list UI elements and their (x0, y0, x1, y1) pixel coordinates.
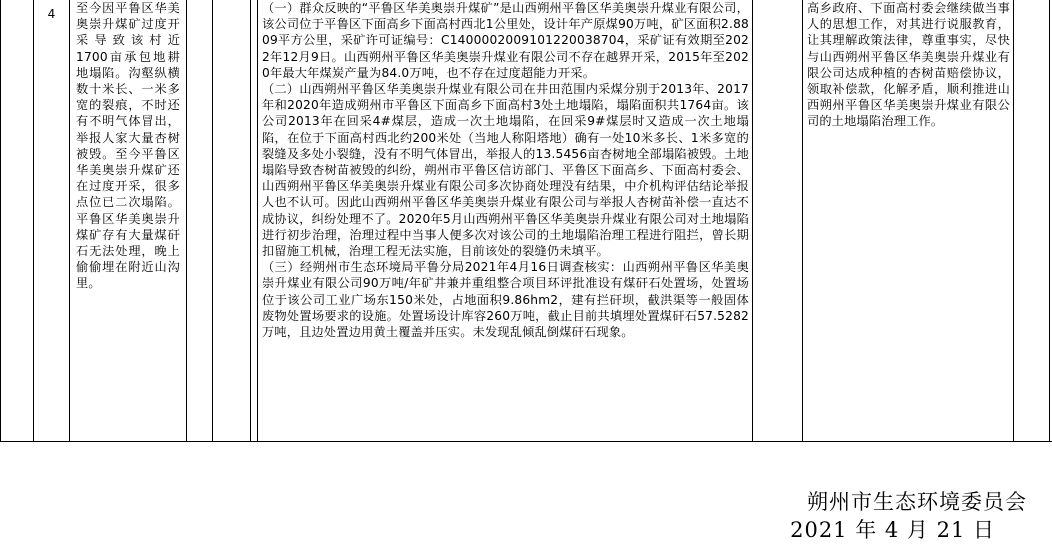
finding-paragraph-3: （三）经朔州市生态环境局平鲁分局2021年4月16日调查核实：山西朔州平鲁区华美奥崇升煤业有限公司90万吨/年矿井兼并重组整合项目环评批准设有煤矸石处置场，处置场位于该公司工业广场东150米处，占地面积9.86hm2，建有拦矸坝，截洪渠等一般固体废物处置场要求的设施。处置场设计库容260万吨，截止目前共填埋处置煤矸石57.5282万吨，且边处置边用黄土覆盖并压实。未发现乱倾乱倒煤矸石现象。 (262, 260, 749, 340)
blank-cell (1, 0, 34, 441)
findings-cell (258, 0, 753, 441)
blank-cell (187, 0, 213, 441)
finding-paragraph-1: （一）群众反映的“平鲁区华美奥崇升煤矿”是山西朔州平鲁区华美奥崇升煤业有限公司，该公司位于平鲁区下面高乡下面高村西北1公里处，设计年产原煤90万吨，矿区面积2.8809平方公里，采矿许可证编号：C1400002009101220038704，采矿证有效期至2022年12月9日。山西朔州平鲁区华美奥崇升煤业有限公司不存在越界开采，2015年至2020年最大年煤炭产量为84.0万吨，也不存在过度超能力开采。 (262, 1, 749, 80)
complaint-text: 至今因平鲁区华美奥崇升煤矿过度开采导致该村近1700亩承包地耕地塌陷。沟壑纵横数十米长、一米多宽的裂痕，不时还有不明气体冒出，举报人家大量杏树被毁。至今平鲁区华美奥崇升煤矿还在过度开采，很多点位已二次塌陷。平鲁区华美奥崇升煤矿存有大量煤矸石无法处理，晚上偷偷埋在附近山沟里。 (76, 1, 180, 291)
actions-cell (803, 0, 1014, 441)
blank-cell (1014, 0, 1050, 441)
actions-text: 高乡政府、下面高村委会继续做当事人的思想工作，对其进行说服教育，让其理解政策法律，尊重事实，尽快与山西朔州平鲁区华美奥崇升煤业有限公司达成种植的杏树苗赔偿协议，领取补偿款，化解矛盾，顺利推进山西朔州平鲁区华美奥崇升煤业有限公司的土地塌陷治理工作。 (807, 1, 1010, 129)
blank-cell (213, 0, 251, 441)
complaint-cell (70, 0, 187, 441)
issuer-name: 朔州市生态环境委员会 (807, 490, 1027, 514)
finding-paragraph-2: （二）山西朔州平鲁区华美奥崇升煤业有限公司在井田范围内采煤分别于2013年、2017年和2020年造成朔州市平鲁区下面高乡下面高村3处土地塌陷，塌陷面积共1764亩。该公司2013年在回采4#煤层，造成一次土地塌陷，在回采9#煤层时又造成一次土地塌陷，在位于下面高村西北约200米处（当地人称阳塔地）确有一处10米多长、1米多宽的裂缝及多处小裂缝，没有不明气体冒出，举报人的13.5456亩杏树地全部塌陷被毁。土地塌陷导致杏树苗被毁的纠纷，朔州市平鲁区信访部门、平鲁区下面高乡、下面高村委会、山西朔州平鲁区华美奥崇升煤业有限公司多次协商处理没有结果，中介机构评估结论举报人也不认可。因此山西朔州平鲁区华美奥崇升煤业有限公司与举报人杏树苗补偿一直达不成协议，纠纷处理不了。2020年5月山西朔州平鲁区华美奥崇升煤业有限公司对土地塌陷进行初步治理，治理过程中当事人便多次对该公司的土地塌陷治理工程进行阻拦，曾长期扣留施工机械，治理工程无法实施，目前该处的裂缝仍未填平。 (262, 82, 749, 259)
table-row (1, 0, 1052, 441)
blank-cell (753, 0, 803, 441)
row-number: 4 (34, 0, 70, 441)
issue-date: 2021 年 4 月 21 日 (790, 518, 995, 542)
blank-cell (251, 0, 258, 441)
